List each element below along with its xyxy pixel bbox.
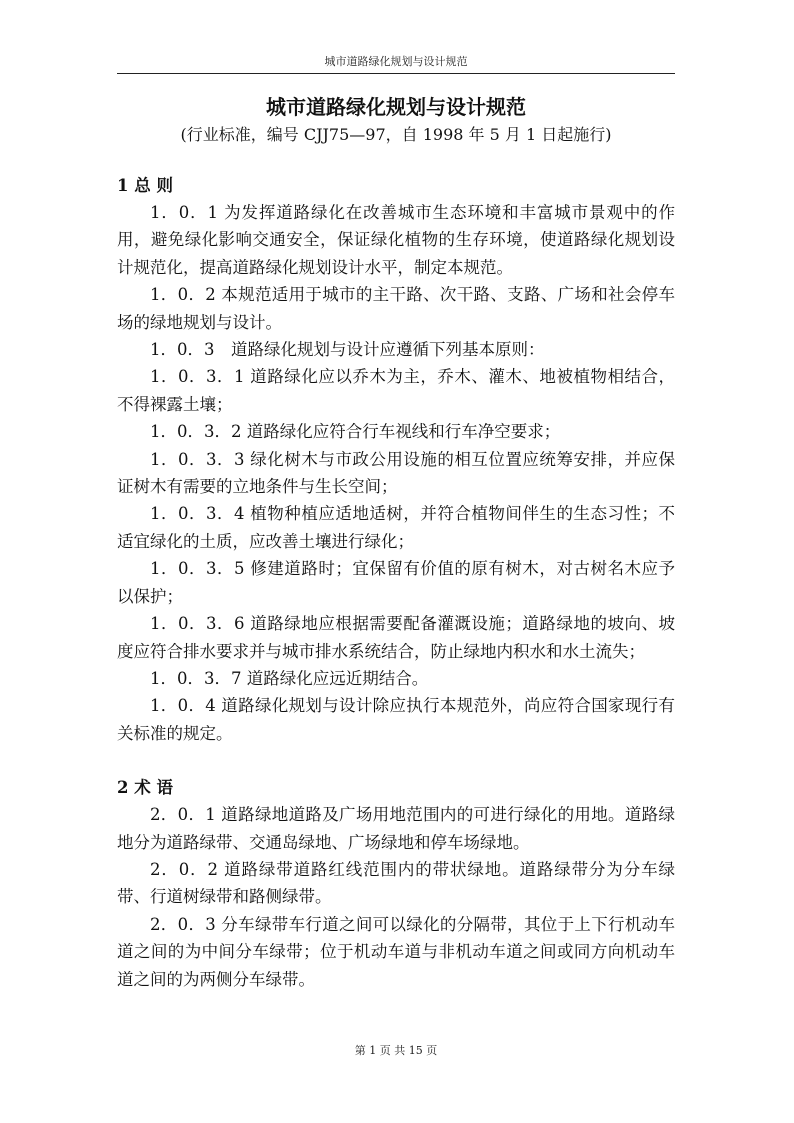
- paragraph: 2．0．3 分车绿带车行道之间可以绿化的分隔带，其位于上下行机动车道之间的为中间分车绿带；位于机动车道与非机动车道之间或同方向机动车道之间的为两侧分车绿带。: [117, 914, 675, 989]
- paragraph: 1．0．2 本规范适用于城市的主干路、次干路、支路、广场和社会停车场的绿地规划与设计。: [117, 285, 675, 332]
- page-content: [117, 92, 675, 993]
- paragraph: 1．0．3．6 道路绿地应根据需要配备灌溉设施；道路绿地的坡向、坡度应符合排水要求并与城市排水系统结合，防止绿地内积水和水土流失；: [117, 614, 675, 661]
- running-header: 城市道路绿化规划与设计规范: [324, 55, 468, 68]
- paragraph: 1．0．3．2 道路绿化应符合行车视线和行车净空要求；: [150, 422, 561, 442]
- section-title-general: 1 总 则: [117, 176, 173, 195]
- document-title: 城市道路绿化规划与设计规范: [266, 95, 526, 119]
- paragraph: 1．0．3．1 道路绿化应以乔木为主，乔木、灌木、地被植物相结合，不得裸露土壤；: [117, 367, 675, 414]
- paragraph: 1．0．3．7 道路绿化应远近期结合。: [150, 668, 429, 688]
- paragraph: 1．0．4 道路绿化规划与设计除应执行本规范外，尚应符合国家现行有关标准的规定。: [117, 696, 675, 743]
- paragraph: 1．0．3．4 植物种植应适地适树，并符合植物间伴生的生态习性；不适宜绿化的土质，应改善土壤进行绿化；: [117, 504, 675, 551]
- paragraph: 1．0．1 为发挥道路绿化在改善城市生态环境和丰富城市景观中的作用，避免绿化影响交通安全，保证绿化植物的生存环境，使道路绿化规划设计规范化，提高道路绿化规划设计水平，制定本规范。: [117, 203, 675, 277]
- paragraph: 1．0．3 道路绿化规划与设计应遵循下列基本原则：: [150, 340, 545, 360]
- document-subtitle: (行业标准，编号 CJJ75—97，自 1998 年 5 月 1 日起施行): [180, 125, 612, 144]
- paragraph: 1．0．3．5 修建道路时；宜保留有价值的原有树木，对古树名木应予以保护；: [117, 559, 675, 606]
- section-title-terms: 2 术 语: [117, 778, 173, 798]
- paragraph: 2．0．1 道路绿地道路及广场用地范围内的可进行绿化的用地。道路绿地分为道路绿带、交通岛绿地、广场绿地和停车场绿地。: [117, 805, 675, 852]
- page-footer: 第 1 页 共 15 页: [354, 1044, 438, 1057]
- paragraph: 2．0．2 道路绿带道路红线范围内的带状绿地。道路绿带分为分车绿带、行道树绿带和路侧绿带。: [117, 859, 675, 907]
- paragraph: 1．0．3．3 绿化树木与市政公用设施的相互位置应统筹安排，并应保证树木有需要的立地条件与生长空间；: [117, 449, 675, 497]
- header-rule: [117, 73, 675, 74]
